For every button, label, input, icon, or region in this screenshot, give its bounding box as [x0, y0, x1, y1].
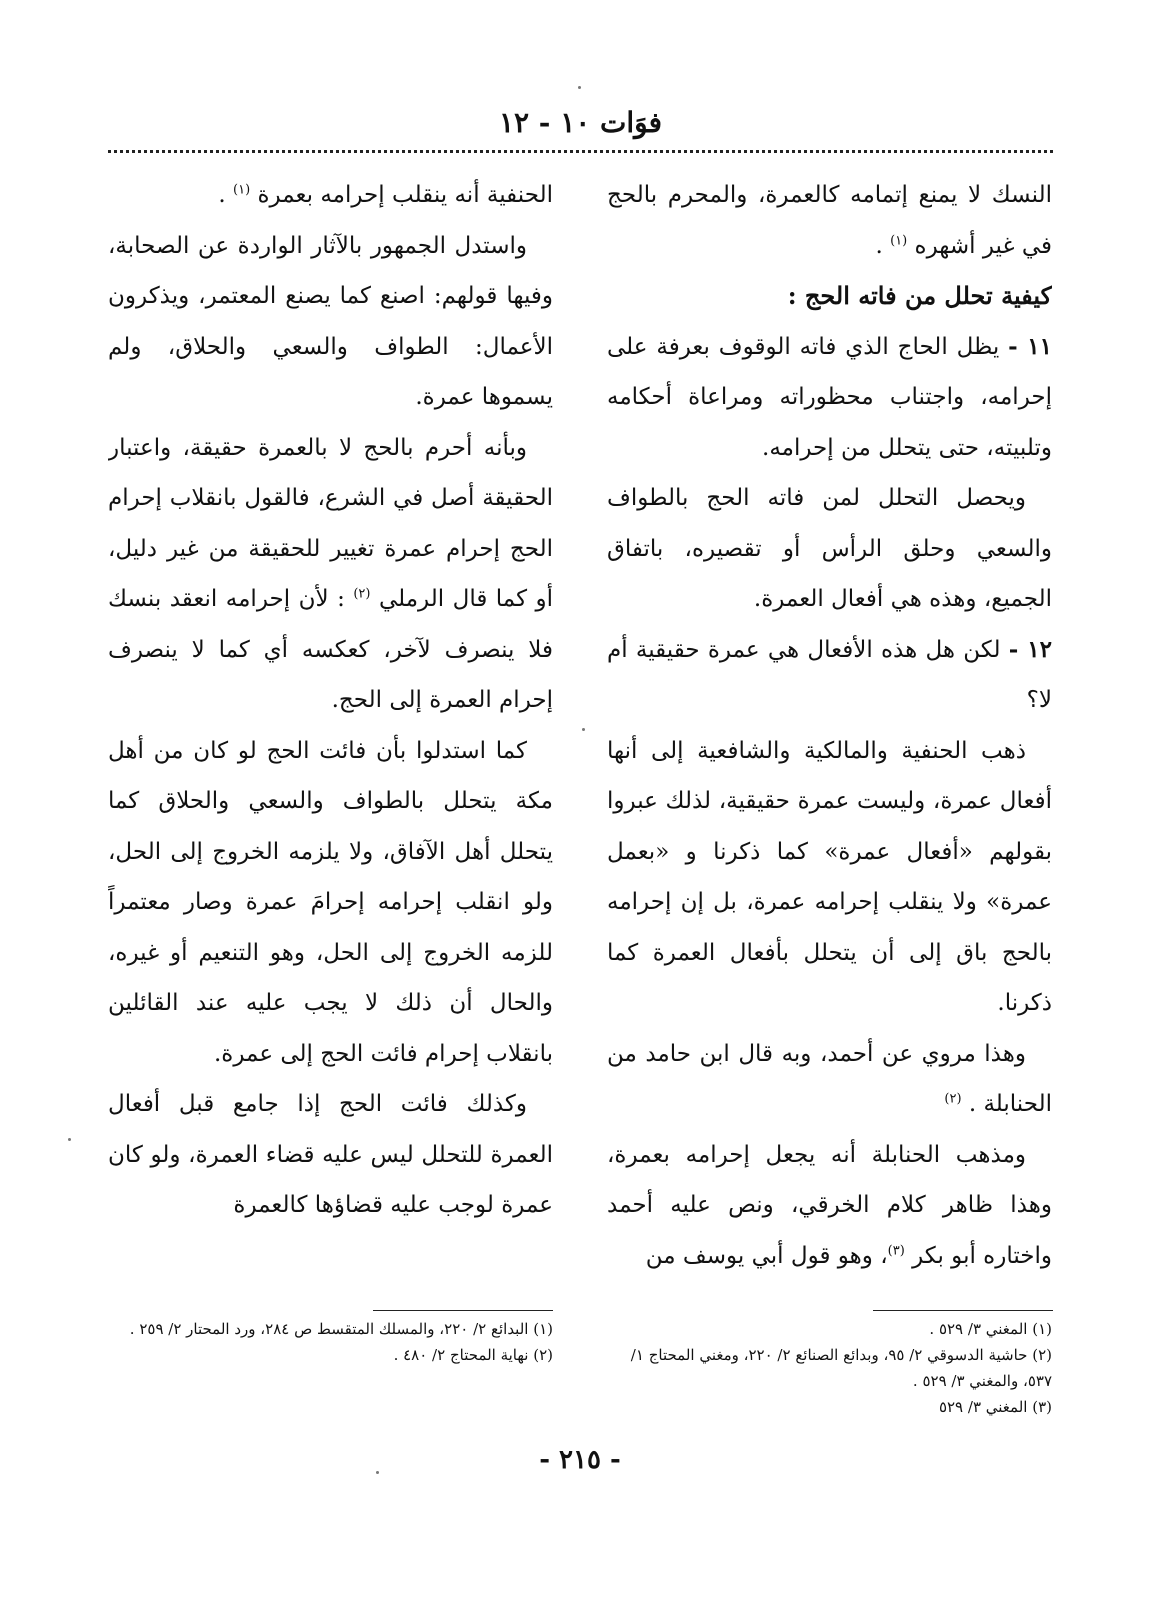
paragraph: ويحصل التحلل لمن فاته الحج بالطواف والسعي وحلق الرأس أو تقصيره، باتفاق الجميع، وهذه هي أفعال العمرة.: [607, 485, 1052, 612]
footnote-ref: (١): [233, 182, 251, 198]
scan-speck: [582, 728, 585, 731]
header-dotted-rule: [108, 150, 1053, 153]
paragraph: ومذهب الحنابلة أنه يجعل إحرامه بعمرة، وهذا ظاهر كلام الخرقي، ونص عليه أحمد واختاره أبو بكر $^{(٣)}$، وهو قول أبي يوسف من: [607, 1141, 1052, 1269]
paragraph: وهذا مروي عن أحمد، وبه قال ابن حامد من الحنابلة . $^{(٢)}$: [607, 1040, 1052, 1117]
paragraph-number: ١١ -: [1008, 332, 1052, 360]
page-number: - ٢١٥ -: [539, 1445, 621, 1475]
footnotes-left: [108, 1316, 553, 1368]
footnote-separator: [373, 1310, 553, 1311]
running-header: فوَات ١٠ - ١٢: [498, 106, 663, 139]
footnote-ref: (٢): [353, 586, 371, 602]
footnote: (١) المغني ٣/ ٥٢٩ .: [929, 1320, 1052, 1338]
footnotes-right: [607, 1316, 1052, 1420]
footnote: (٢) نهاية المحتاج ٢/ ٤٨٠ .: [393, 1346, 553, 1364]
footnote: (٣) المغني ٣/ ٥٢٩: [938, 1398, 1052, 1416]
paragraph: كما استدلوا بأن فائت الحج لو كان من أهل مكة يتحلل بالطواف والسعي والحلاق كما يتحلل أهل الآفاق، ولا يلزمه الخروج إلى الحل، ولو انقلب إحرامه إحرامَ عمرة وصار معتمراً للزمه الخروج إلى الحل، وهو التنعيم أو غيره، والحال أن ذلك لا يجب عليه عند القائلين بانقلاب إحرام فائت الحج إلى عمرة.: [108, 737, 553, 1067]
right-text-column: [607, 170, 1052, 1305]
scan-speck: [376, 1471, 379, 1474]
footnote-separator: [873, 1310, 1053, 1311]
numbered-paragraph: ١١ - يظل الحاج الذي فاته الوقوف بعرفة على إحرامه، واجتناب محظوراته ومراعاة أحكامه وتلبيته، حتى يتحلل من إحرامه.: [607, 332, 1052, 461]
footnote-ref: (٢): [944, 1091, 962, 1107]
paragraph: الحنفية أنه ينقلب إحرامه بعمرة $^{(١)}$ .: [218, 182, 553, 208]
footnote: (١) البدائع ٢/ ٢٢٠، والمسلك المتقسط ص ٢٨٤، ورد المحتار ٢/ ٢٥٩ .: [129, 1320, 553, 1338]
footnote-ref: (٣): [887, 1242, 905, 1258]
paragraph-number: ١٢ -: [1008, 635, 1052, 663]
section-heading: كيفية تحلل من فاته الحج :: [787, 281, 1052, 310]
paragraph: ذهب الحنفية والمالكية والشافعية إلى أنها أفعال عمرة، وليست عمرة حقيقية، لذلك عبروا بقولهم «أفعال عمرة» كما ذكرنا و «بعمل عمرة» ولا ينقلب إحرامه عمرة، بل إن إحرامه بالحج باق إلى أن يتحلل بأفعال العمرة كما ذكرنا.: [607, 737, 1052, 1016]
scan-speck: [578, 86, 581, 89]
footnote-ref: (١): [890, 232, 908, 248]
paragraph: وبأنه أحرم بالحج لا بالعمرة حقيقة، واعتبار الحقيقة أصل في الشرع، فالقول بانقلاب إحرام الحج إحرام عمرة تغيير للحقيقة من غير دليل، أو كما قال الرملي $^{(٢)}$ : لأن إحرامه انعقد بنسك فلا ينصرف لآخر، كعكسه أي كما لا ينصرف إحرام العمرة إلى الحج.: [108, 434, 553, 713]
numbered-paragraph: ١٢ - لكن هل هذه الأفعال هي عمرة حقيقية أم لا؟: [607, 635, 1052, 713]
footnote: (٢) حاشية الدسوقي ٢/ ٩٥، وبدائع الصنائع ٢/ ٢٢٠، ومغني المحتاج ١/ ٥٣٧، والمغني ٣/ ٥٢٩ .: [630, 1346, 1052, 1390]
paragraph: وكذلك فائت الحج إذا جامع قبل أفعال العمرة للتحلل ليس عليه قضاء العمرة، ولو كان عمرة لوجب عليه قضاؤها كالعمرة: [108, 1091, 553, 1218]
paragraph: واستدل الجمهور بالآثار الواردة عن الصحابة، وفيها قولهم: اصنع كما يصنع المعتمر، ويذكرون الأعمال: الطواف والسعي والحلاق، ولم يسموها عمرة.: [108, 232, 553, 410]
paragraph: النسك لا يمنع إتمامه كالعمرة، والمحرم بالحج في غير أشهره $^{(١)}$ .: [607, 182, 1052, 259]
scan-speck: [68, 1138, 71, 1141]
left-text-column: [108, 170, 553, 1305]
